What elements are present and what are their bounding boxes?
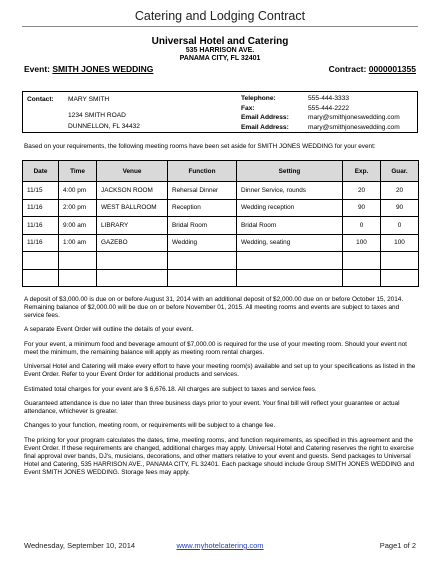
change-fee-paragraph: Changes to your function, meeting room, or requirements will be subject to a change fee. <box>24 422 276 430</box>
fax-label: Fax: <box>241 105 255 112</box>
contract-label: Contract: <box>328 64 367 74</box>
cell-setting: Wedding, seating <box>237 234 343 252</box>
fax-value: 555-444-2222 <box>308 105 350 112</box>
table-row <box>23 252 419 270</box>
table-row <box>23 234 419 252</box>
cell-function: Reception <box>168 199 237 217</box>
cell-time <box>59 252 97 270</box>
contact-box <box>22 91 418 133</box>
page-title: Catering and Lodging Contract <box>134 9 306 23</box>
event-line <box>24 64 153 74</box>
contact-label: Contact: <box>27 96 54 103</box>
cell-date: 11/15 <box>23 182 59 200</box>
footer-page-number: Page1 of 2 <box>379 541 416 550</box>
hotel-name: Universal Hotel and Catering <box>151 36 289 47</box>
cell-setting <box>237 252 343 270</box>
col-header-guaranteed: Guar. <box>381 161 419 182</box>
contract-line <box>329 64 416 74</box>
cell-date: 11/16 <box>23 234 59 252</box>
table-row <box>23 182 419 200</box>
cell-setting: Bridal Room <box>237 217 343 235</box>
cell-guaranteed <box>381 252 419 270</box>
cell-expected: 20 <box>343 182 381 200</box>
email-value-1[interactable]: mary@smithjoneswedding.com <box>308 114 400 121</box>
title-divider <box>22 26 418 27</box>
cell-function <box>168 252 237 270</box>
col-header-time: Time <box>59 161 97 182</box>
cell-function <box>168 269 237 287</box>
col-header-function: Function <box>168 161 237 182</box>
cell-guaranteed: 0 <box>381 217 419 235</box>
hotel-address-line2: PANAMA CITY, FL 32401 <box>179 55 261 62</box>
cell-date: 11/16 <box>23 199 59 217</box>
cell-date <box>23 252 59 270</box>
intro-text: Based on your requirements, the following meeting rooms have been set aside for SMITH JONES WEDDING for your event: <box>24 143 376 150</box>
cell-venue: JACKSON ROOM <box>97 182 168 200</box>
contract-value: 0000001355 <box>368 64 416 74</box>
cell-guaranteed: 90 <box>381 199 419 217</box>
cell-venue <box>97 269 168 287</box>
cell-venue: WEST BALLROOM <box>97 199 168 217</box>
table-row <box>23 269 419 287</box>
pricing-paragraph: The pricing for your program calculates the dates, time, meeting rooms, and function requirements, as specified in this agreement and the Event Order. If these requirements are changed, additional charges may apply. Universal Hotel and Catering reserves the right to exercise final approval over bands, DJ's, musicians, decorations, and other matters relative to your event and guests. Send packages to Universal Hotel and Catering, 535 HARRISON AVE., PANAMA CITY, FL 32401. Each package should include Group SMITH JONES WEDDING and Event SMITH JONES WEDDING. Storage fees may apply. <box>24 436 415 476</box>
cell-time: 2:00 pm <box>59 199 97 217</box>
cell-guaranteed <box>381 269 419 287</box>
cell-expected <box>343 269 381 287</box>
minimum-paragraph: For your event, a minimum food and beverage amount of $7,000.00 is required for the use of your meeting room. Should your event not meet the minimum, the remaining balance will apply as meeting room rental charges. <box>24 340 407 356</box>
terms-section <box>24 296 416 483</box>
cell-guaranteed: 20 <box>381 182 419 200</box>
cell-expected: 0 <box>343 217 381 235</box>
cell-date: 11/16 <box>23 217 59 235</box>
cell-time: 4:00 pm <box>59 182 97 200</box>
col-header-setting: Setting <box>237 161 343 182</box>
contact-name: MARY SMITH <box>68 96 110 103</box>
email-value-2[interactable]: mary@smithjoneswedding.com <box>308 124 400 131</box>
footer-website-link[interactable]: www.myhotelcatering.com <box>176 541 264 550</box>
event-order-paragraph: A separate Event Order will outline the details of your event. <box>24 326 194 334</box>
table-row <box>23 217 419 235</box>
cell-venue: GAZEBO <box>97 234 168 252</box>
cell-venue <box>97 252 168 270</box>
cell-expected: 100 <box>343 234 381 252</box>
telephone-value: 555-444-3333 <box>308 95 350 102</box>
cell-expected: 90 <box>343 199 381 217</box>
email-label-2: Email Address: <box>241 124 289 131</box>
col-header-venue: Venue <box>97 161 168 182</box>
estimated-charges-paragraph: Estimated total charges for your event are $ 6,676.18. All charges are subject to taxes and service fees. <box>24 385 317 393</box>
col-header-expected: Exp. <box>343 161 381 182</box>
footer-date: Wednesday, September 10, 2014 <box>24 541 136 550</box>
table-row <box>23 199 419 217</box>
events-table <box>22 160 419 287</box>
cell-time: 9:00 am <box>59 217 97 235</box>
setup-paragraph: Universal Hotel and Catering will make every effort to have your meeting room(s) available and set up to your specifications as listed in the Event Order. Refer to your Event Order for additional products and services. <box>24 363 416 379</box>
cell-setting <box>237 269 343 287</box>
guaranteed-attendance-paragraph: Guaranteed attendance is due no later than three business days prior to your event. Your final bill will reflect your guarantee or actual attendance, whichever is greater. <box>24 399 400 415</box>
cell-setting: Dinner Service, rounds <box>237 182 343 200</box>
cell-time <box>59 269 97 287</box>
table-header-row <box>23 161 419 182</box>
cell-venue: LIBRARY <box>97 217 168 235</box>
cell-time: 1:00 am <box>59 234 97 252</box>
hotel-address-line1: 535 HARRISON AVE. <box>185 47 255 54</box>
cell-function: Wedding <box>168 234 237 252</box>
col-header-date: Date <box>23 161 59 182</box>
cell-guaranteed: 100 <box>381 234 419 252</box>
contact-city: DUNNELLON, FL 34432 <box>68 123 140 130</box>
email-label-1: Email Address: <box>241 114 289 121</box>
deposit-paragraph: A deposit of $3,000.00 is due on or before August 31, 2014 with an additional deposit of $2,000.00 due on or before October 15, 2014. Remaining balance of $2,000.00 will be due on or before November 01, 2015. All meeting rooms and events are subject to taxes and service fees. <box>24 296 404 319</box>
cell-function: Rehersal Dinner <box>168 182 237 200</box>
cell-setting: Wedding reception <box>237 199 343 217</box>
event-label: Event: <box>24 64 50 74</box>
cell-function: Bridal Room <box>168 217 237 235</box>
event-value: SMITH JONES WEDDING <box>52 64 154 74</box>
contact-street: 1234 SMITH ROAD <box>68 112 126 119</box>
telephone-label: Telephone: <box>241 95 276 102</box>
cell-expected <box>343 252 381 270</box>
cell-date <box>23 269 59 287</box>
